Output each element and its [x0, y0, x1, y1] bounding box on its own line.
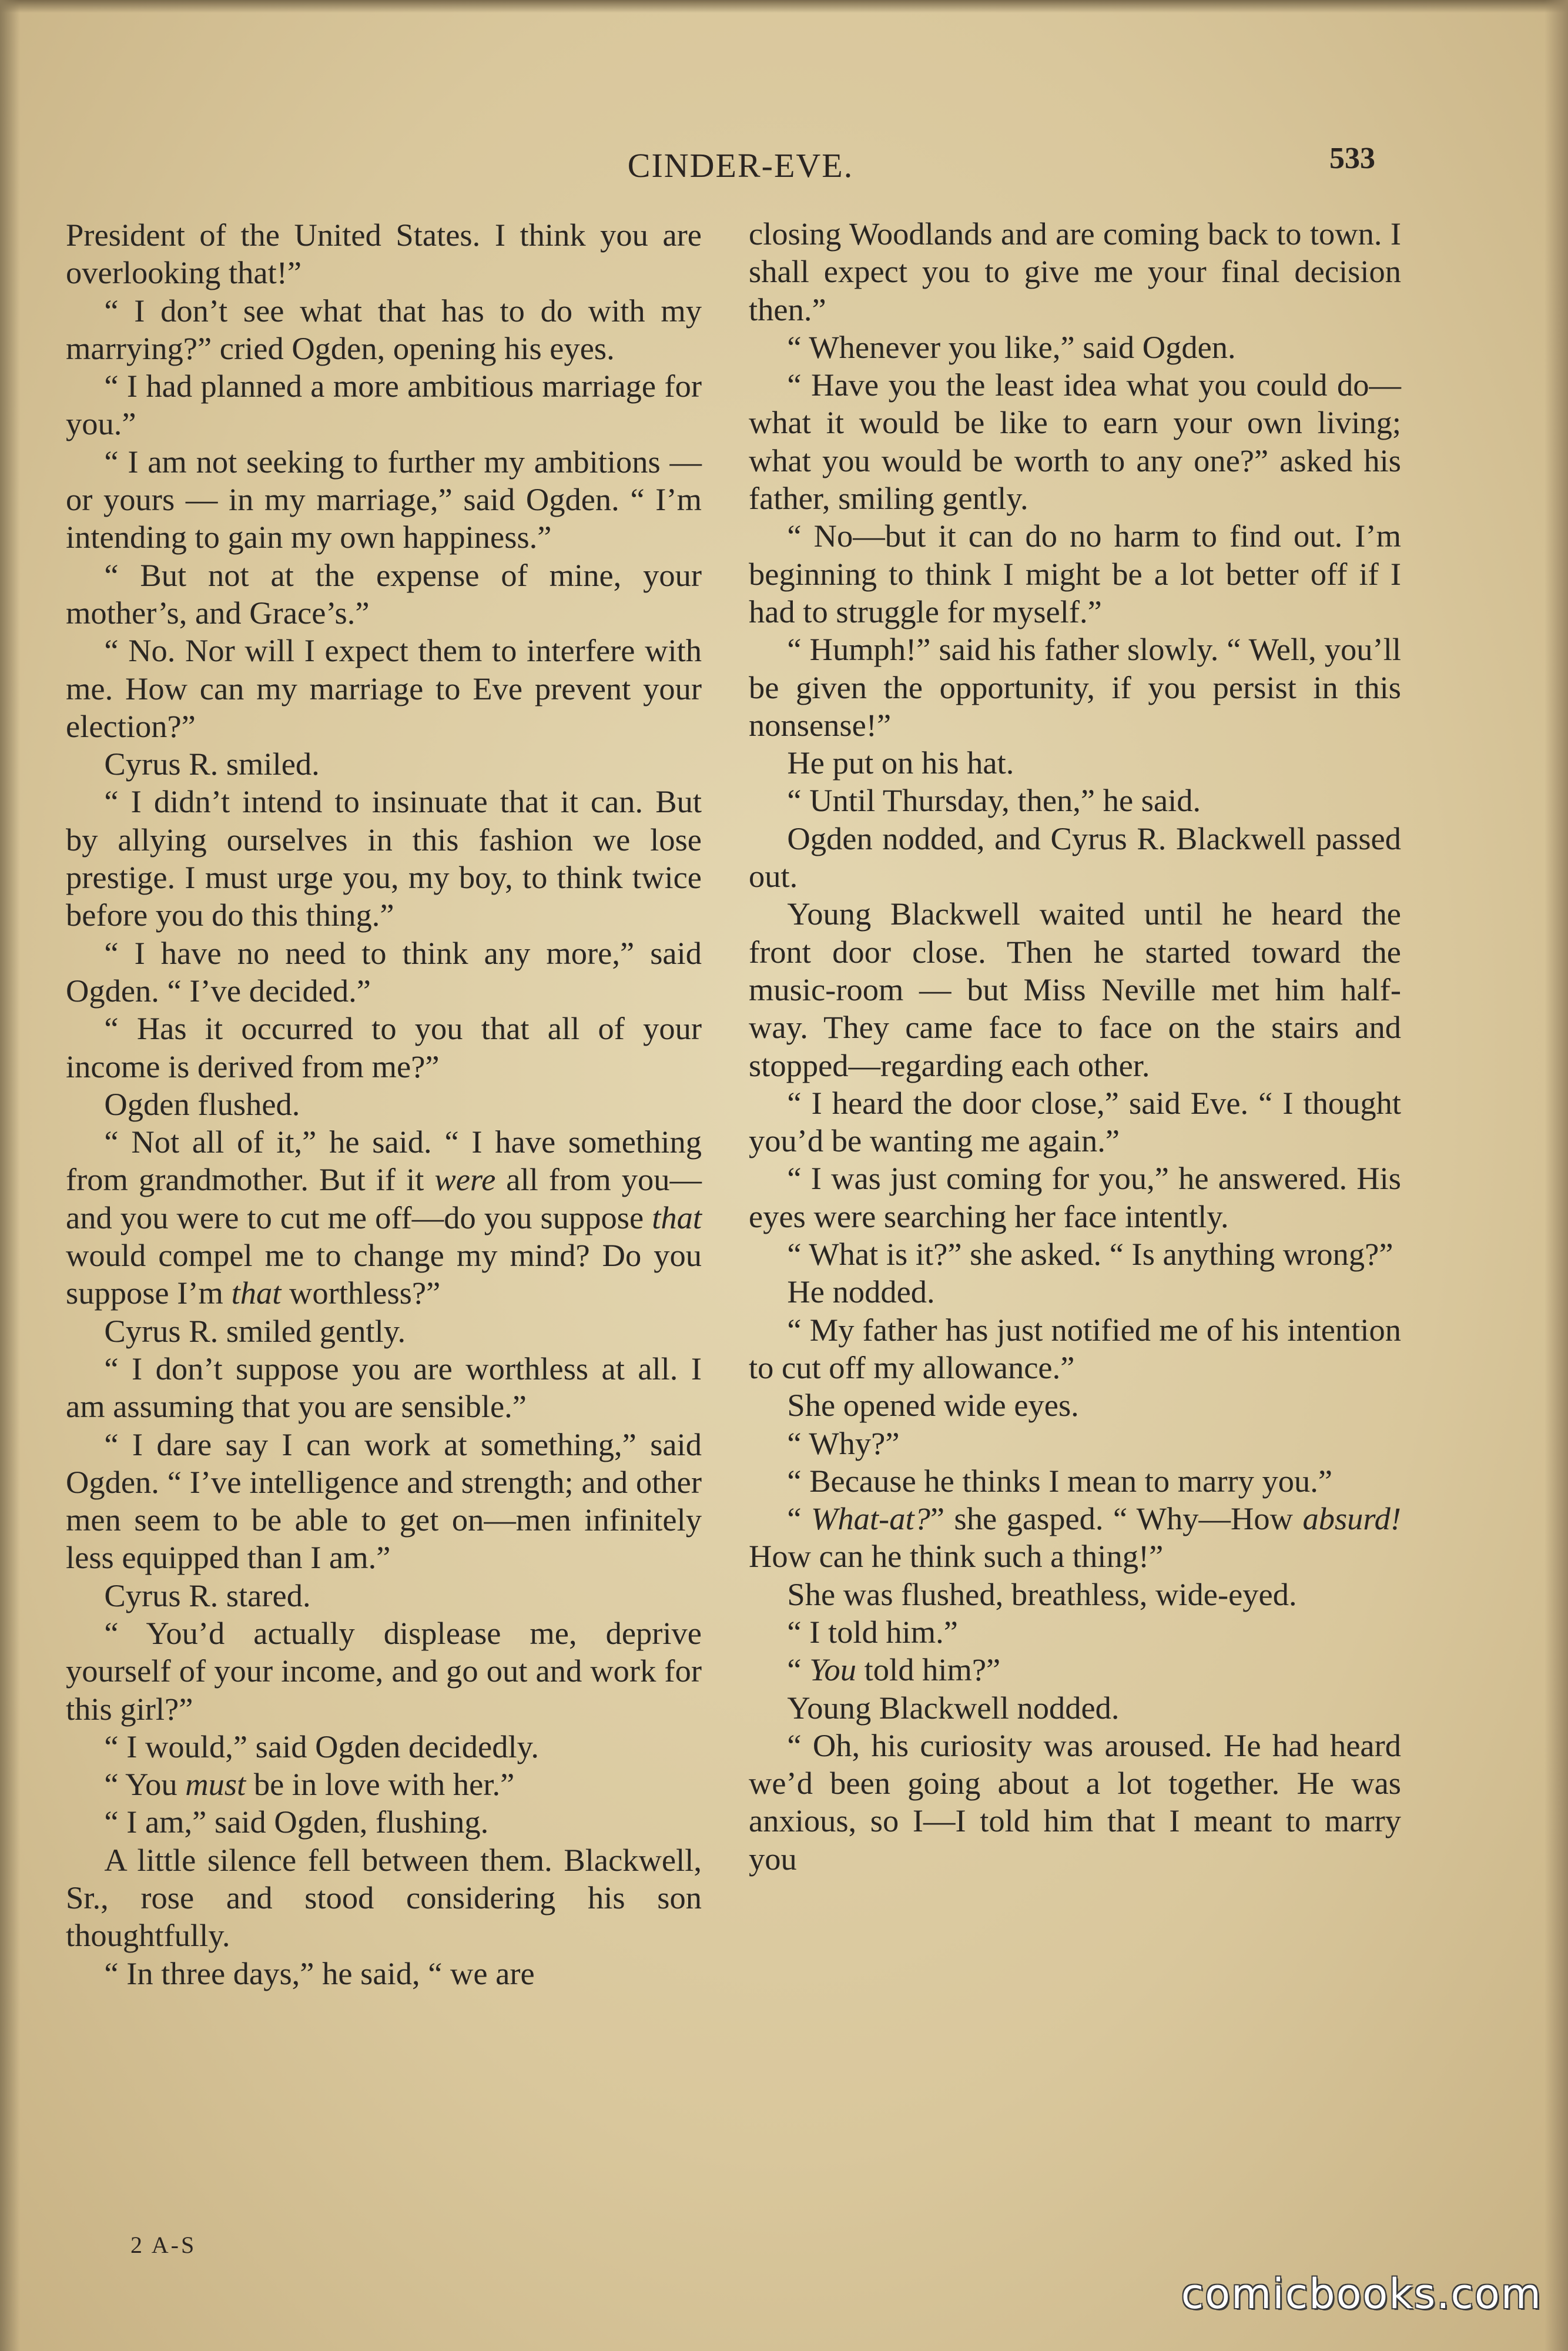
italic-text: must: [185, 1766, 246, 1803]
paragraph: [66, 1350, 702, 1426]
text-run: “ I don’t suppose you are worthless at all. I am assuming that you are sensible.”: [66, 1350, 702, 1425]
paragraph: [66, 1766, 702, 1803]
paragraph: [749, 1387, 1401, 1424]
text-run: all from you—and you were to cut me off—do you suppose: [66, 1161, 702, 1235]
paragraph: [66, 1577, 702, 1615]
text-run: “ I am not seeking to further my ambitions — or yours — in my marriage,” said Ogden. “ I’m intending to gain my own happiness.”: [66, 443, 702, 555]
italic-text: What-at?: [811, 1501, 930, 1537]
text-column-right: [749, 215, 1401, 1878]
text-run: “ You’d actually displease me, deprive yourself of your income, and go out and work for this girl?”: [66, 1615, 702, 1727]
paragraph: [749, 1235, 1401, 1273]
paragraph: [749, 1311, 1401, 1387]
paragraph: [66, 1803, 702, 1841]
text-run: Ogden flushed.: [104, 1086, 300, 1122]
italic-text: that: [652, 1199, 702, 1235]
paragraph: [749, 1462, 1401, 1500]
paragraph: [66, 1615, 702, 1728]
paragraph: [749, 631, 1401, 744]
paragraph: [749, 1425, 1401, 1462]
text-run: be in love with her.”: [246, 1766, 515, 1803]
text-run: worthless?”: [281, 1275, 441, 1311]
page-number: 533: [1329, 142, 1375, 175]
text-run: A little silence fell between them. Blackwell, Sr., rose and stood considering his son thoughtfully.: [66, 1841, 702, 1954]
text-run: “ Whenever you like,” said Ogden.: [787, 329, 1236, 365]
paragraph: [66, 745, 702, 783]
paragraph: [66, 1841, 702, 1955]
text-run: Cyrus R. stared.: [104, 1577, 311, 1613]
page-edge-left: [0, 0, 20, 2351]
page-edge-top: [0, 0, 1568, 13]
text-run: She was flushed, breathless, wide-eyed.: [787, 1576, 1297, 1612]
paragraph: [749, 517, 1401, 631]
text-run: “ Humph!” said his father slowly. “ Well, you’ll be given the opportunity, if you persist in this nonsense!”: [749, 631, 1401, 743]
text-run: “ Until Thursday, then,” he said.: [787, 782, 1201, 819]
text-run: Young Blackwell waited until he heard the front door close. Then he started toward the music-room — but Miss Neville met him half-way. They came face to face on the stairs and stopped—regarding each other.: [749, 896, 1401, 1083]
text-run: would compel me to change my mind? Do you suppose I’m: [66, 1237, 702, 1311]
paragraph: [66, 292, 702, 368]
text-run: He nodded.: [787, 1274, 935, 1310]
text-run: Cyrus R. smiled gently.: [104, 1312, 406, 1349]
paragraph: [66, 1312, 702, 1350]
paragraph: [749, 1084, 1401, 1160]
paragraph: [749, 1651, 1401, 1689]
text-run: “ What is it?” she asked. “ Is anything wrong?”: [787, 1236, 1393, 1272]
paragraph: [66, 1728, 702, 1766]
text-run: ” she gasped. “ Why—How: [930, 1501, 1303, 1537]
text-run: “ I told him.”: [787, 1613, 958, 1650]
italic-text: You: [809, 1652, 857, 1688]
paragraph: [749, 1727, 1401, 1878]
paragraph: [66, 1010, 702, 1086]
paragraph: [749, 782, 1401, 819]
text-run: “ I didn’t intend to insinuate that it can. But by allying ourselves in this fashion we lose prestige. I must urge you, my boy, to think twice before you do this thing.”: [66, 783, 702, 933]
paragraph: [749, 1160, 1401, 1235]
text-run: “ My father has just notified me of his intention to cut off my allowance.”: [749, 1311, 1401, 1385]
text-run: “ Oh, his curiosity was aroused. He had heard we’d been going about a lot together. He was anxious, so I—I told him that I meant to marry you: [749, 1727, 1401, 1877]
text-run: “ No. Nor will I expect them to interfere with me. How can my marriage to Eve prevent your election?”: [66, 632, 702, 744]
text-run: “ Why?”: [787, 1425, 900, 1461]
text-run: “ I dare say I can work at something,” said Ogden. “ I’ve intelligence and strength; and other men seem to be able to get on—men infinitely less equipped than I am.”: [66, 1426, 702, 1576]
text-run: “ I am,” said Ogden, flushing.: [104, 1804, 489, 1840]
paragraph: [66, 1123, 702, 1312]
paragraph: [66, 632, 702, 745]
text-run: “ Not all of it,” he said. “ I have something from grandmother. But if it: [66, 1124, 702, 1198]
text-run: “ I was just coming for you,” he answered. His eyes were searching her face intently.: [749, 1160, 1401, 1234]
paragraph: [749, 329, 1401, 366]
watermark-logo: comicbooks.com: [1181, 2270, 1542, 2318]
paragraph: [66, 367, 702, 443]
text-run: “: [787, 1652, 810, 1688]
text-run: told him?”: [856, 1652, 1001, 1688]
text-run: “: [787, 1501, 812, 1537]
paragraph: President of the United States. I think you are overlooking that!”: [66, 217, 702, 291]
text-run: “ I have no need to think any more,” said Ogden. “ I’ve decided.”: [66, 935, 702, 1009]
paragraph: [749, 1273, 1401, 1311]
page-edge-right: [1544, 0, 1568, 2351]
text-run: “ I would,” said Ogden decidedly.: [104, 1728, 539, 1764]
text-run: “ Have you the least idea what you could do—what it would be like to earn your own living; what you would be worth to any one?” asked his father, smiling gently.: [749, 367, 1401, 517]
paragraph: [749, 820, 1401, 896]
paragraph: [66, 783, 702, 934]
text-run: “ I heard the door close,” said Eve. “ I thought you’d be wanting me again.”: [749, 1084, 1401, 1159]
text-column-left: [66, 216, 702, 1992]
text-run: “ I don’t see what that has to do with my marrying?” cried Ogden, opening his eyes.: [66, 292, 702, 366]
signature-mark: 2 A-S: [130, 2232, 197, 2258]
paragraph: [66, 557, 702, 632]
italic-text: that: [231, 1275, 282, 1311]
text-run: “ But not at the expense of mine, your mother’s, and Grace’s.”: [66, 557, 702, 631]
italic-text: absurd!: [1302, 1501, 1401, 1537]
text-run: He put on his hat.: [787, 745, 1014, 781]
text-run: Young Blackwell nodded.: [787, 1689, 1120, 1726]
text-run: “ Because he thinks I mean to marry you.”: [787, 1462, 1333, 1499]
running-title: CINDER-EVE.: [627, 146, 854, 185]
text-run: “ Has it occurred to you that all of your income is derived from me?”: [66, 1010, 702, 1084]
text-run: How can he think such a thing!”: [749, 1538, 1164, 1575]
paragraph: closing Woodlands and are coming back to town. I shall expect you to give me your final decision then.”: [749, 216, 1401, 327]
text-run: Ogden nodded, and Cyrus R. Blackwell passed out.: [749, 820, 1401, 895]
paragraph: [66, 443, 702, 557]
paragraph: [749, 744, 1401, 782]
text-run: “ In three days,” he said, “ we are: [104, 1955, 535, 1991]
paragraph: [66, 1086, 702, 1123]
text-run: Cyrus R. smiled.: [104, 746, 320, 782]
paragraph: [749, 1500, 1401, 1576]
paragraph: [66, 1955, 702, 1992]
paragraph: [749, 366, 1401, 517]
paragraph: [749, 1613, 1401, 1651]
italic-text: were: [434, 1161, 496, 1198]
paragraph: [749, 895, 1401, 1084]
text-run: “ You: [104, 1766, 186, 1803]
text-run: She opened wide eyes.: [787, 1387, 1079, 1424]
paragraph: [749, 1576, 1401, 1613]
paragraph: [749, 1689, 1401, 1727]
paragraph: [66, 935, 702, 1010]
text-run: “ I had planned a more ambitious marriage for you.”: [66, 368, 702, 442]
text-run: “ No—but it can do no harm to find out. I’m beginning to think I might be a lot better off if I had to struggle for myself.”: [749, 518, 1401, 629]
paragraph: [66, 1426, 702, 1577]
